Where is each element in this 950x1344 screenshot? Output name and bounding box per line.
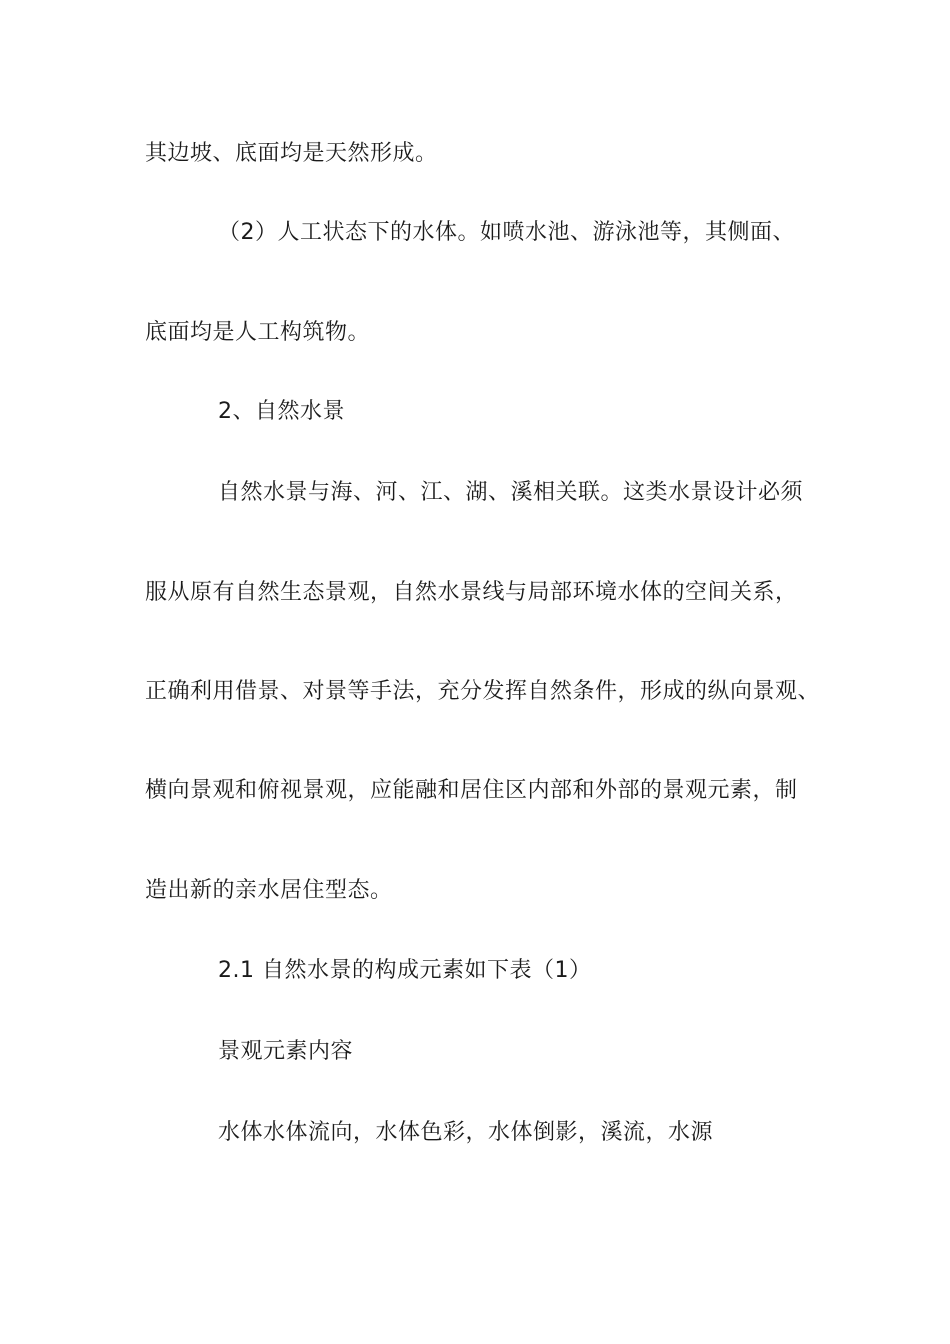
- paragraph-line-natural-4: 横向景观和俯视景观，应能融和居住区内部和外部的景观元素，制: [145, 778, 798, 803]
- table-header-row: 景观元素内容: [218, 1039, 354, 1064]
- paragraph-line-continuation: 其边坡、底面均是天然形成。: [145, 141, 438, 166]
- paragraph-line-natural-1: 自然水景与海、河、江、湖、溪相关联。这类水景设计必须: [218, 480, 804, 505]
- paragraph-line-artificial-water: （2）人工状态下的水体。如喷水池、游泳池等，其侧面、: [218, 220, 795, 245]
- paragraph-line-natural-2: 服从原有自然生态景观，自然水景线与局部环境水体的空间关系，: [145, 580, 798, 605]
- section-heading-natural-water: 2、自然水景: [218, 399, 345, 424]
- subsection-heading-elements: 2.1 自然水景的构成元素如下表（1）: [218, 958, 592, 983]
- paragraph-line-natural-3: 正确利用借景、对景等手法，充分发挥自然条件，形成的纵向景观、: [145, 679, 821, 704]
- paragraph-line-natural-5: 造出新的亲水居住型态。: [145, 878, 393, 903]
- paragraph-line-artificial-cont: 底面均是人工构筑物。: [145, 320, 371, 345]
- table-row-water: 水体水体流向，水体色彩，水体倒影，溪流，水源: [218, 1120, 714, 1145]
